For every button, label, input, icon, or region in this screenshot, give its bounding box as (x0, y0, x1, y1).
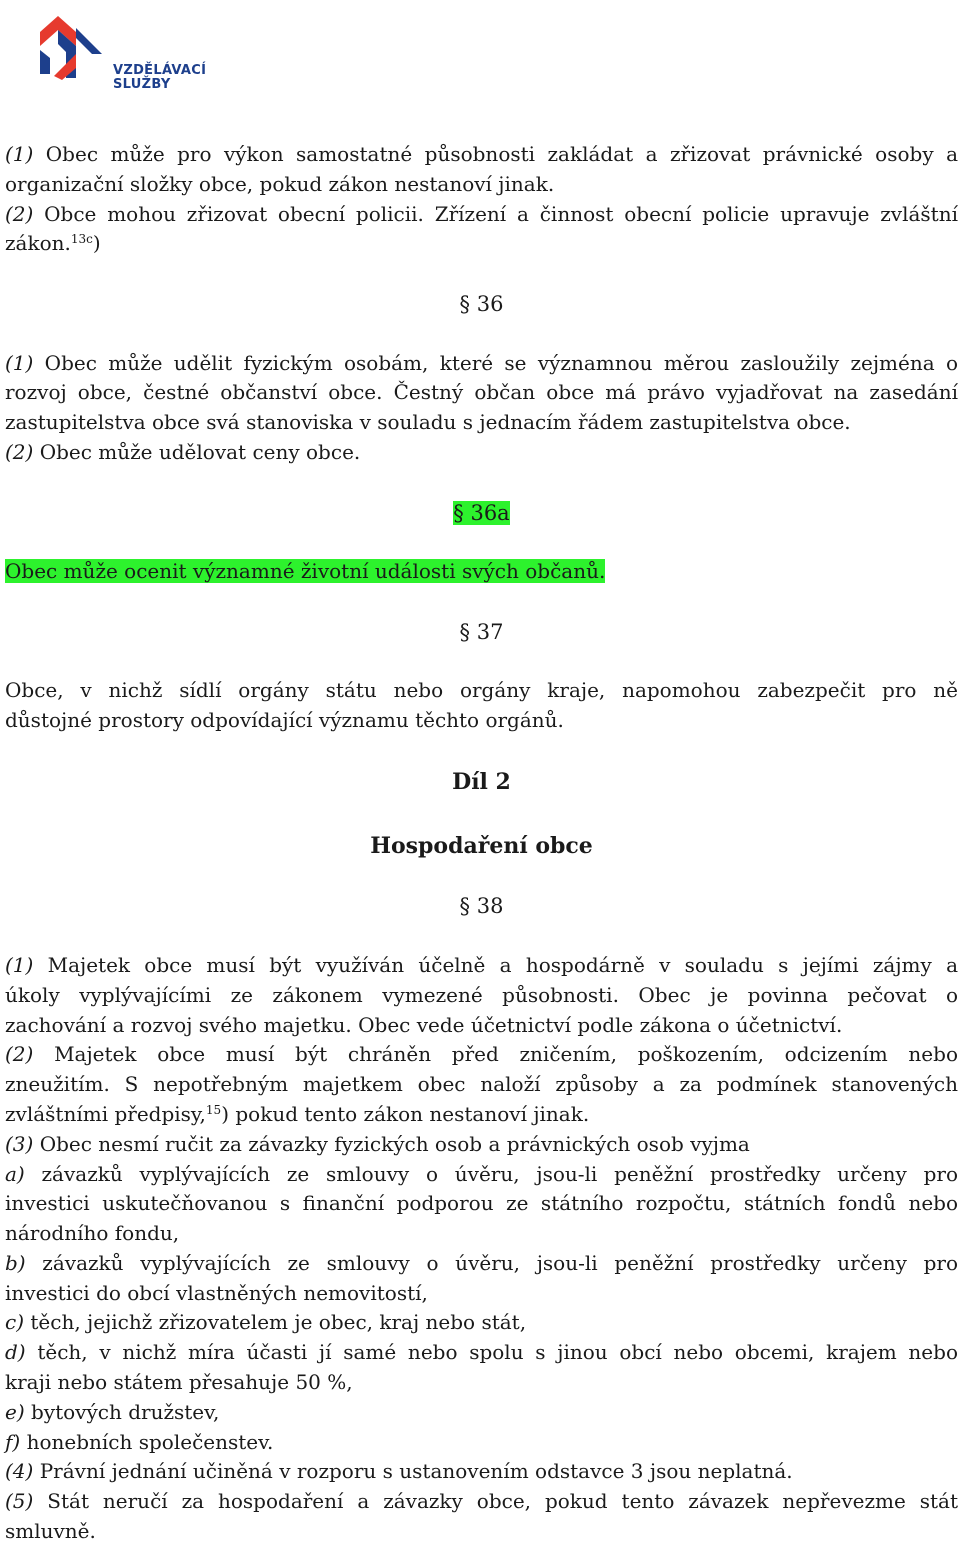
list-item-b: b) závazků vyplývajících ze smlouvy o úvěru, jsou-li peněžní prostředky určeny pro (5, 1250, 958, 1275)
paragraph-line: Obce, v nichž sídlí orgány státu nebo orgány kraje, napomohou zabezpečit pro ně (5, 678, 958, 703)
paragraph-line: zneužitím. S nepotřebným majetkem obec naloží způsoby a za podmínek stanovených (5, 1072, 958, 1097)
paragraph-line: (2) Majetek obce musí být chráněn před zničením, poškozením, odcizením nebo (5, 1042, 958, 1067)
list-item-c: c) těch, jejichž zřizovatelem je obec, kraj nebo stát, (5, 1310, 527, 1335)
paragraph-line: zákon.$^{13c}$) (5, 231, 101, 256)
paragraph-line: národního fondu, (5, 1221, 180, 1246)
part-subtitle: Hospodaření obce (370, 832, 593, 859)
part-title: Díl 2 (452, 768, 511, 795)
section-heading-37: § 37 (459, 619, 504, 644)
paragraph-line: (2) Obce mohou zřizovat obecní policii. Zřízení a činnost obecní policie upravuje zvláštní (5, 201, 958, 226)
paragraph-line: zastupitelstva obce svá stanoviska v souladu s jednacím řádem zastupitelstva obce. (5, 410, 851, 435)
paragraph-line: (4) Právní jednání učiněná v rozporu s ustanovením odstavce 3 jsou neplatná. (5, 1459, 793, 1484)
footnote-ref: 13c (70, 232, 93, 247)
logo-text (113, 64, 206, 92)
footnote-ref: 15 (205, 1102, 222, 1117)
paragraph-line: (2) Obec může udělovat ceny obce. (5, 439, 361, 464)
logo-line1: VZDĚLÁVACÍ (113, 63, 207, 78)
paragraph-line: rozvoj obce, čestné občanství obce. Čestný občan obce má právo vyjadřovat na zasedání (5, 380, 958, 405)
section-heading-38: § 38 (459, 894, 504, 919)
paragraph-line: (1) Obec může udělit fyzickým osobám, které se významnou měrou zasloužily zejména o (5, 350, 958, 375)
paragraph-line: investici uskutečňovanou s finanční podporou ze státního rozpočtu, státních fondů nebo (5, 1191, 958, 1216)
paragraph-line: zvláštními předpisy,$^{15}$) pokud tento zákon nestanoví jinak. (5, 1101, 590, 1126)
list-item-a: a) závazků vyplývajících ze smlouvy o úvěru, jsou-li peněžní prostředky určeny pro (5, 1161, 958, 1186)
paragraph-line: (5) Stát neručí za hospodaření a závazky obce, pokud tento závazek nepřevezme stát (5, 1489, 958, 1514)
logo (36, 14, 207, 92)
list-item-e: e) bytových družstev, (5, 1399, 220, 1424)
paragraph-line: smluvně. (5, 1519, 96, 1544)
paragraph-line: úkoly vyplývajícími ze zákonem vymezené působnosti. Obec je povinna pečovat o (5, 982, 958, 1007)
section-heading-36a: § 36a (453, 500, 510, 525)
paragraph-line: (3) Obec nesmí ručit za závazky fyzických osob a právnických osob vyjma (5, 1131, 750, 1156)
paragraph-line: organizační složky obce, pokud zákon nestanoví jinak. (5, 171, 555, 196)
paragraph-line: (1) Obec může pro výkon samostatné působnosti zakládat a zřizovat právnické osoby a (5, 142, 958, 166)
document-body (5, 140, 958, 1547)
paragraph-line: kraji nebo státem přesahuje 50 %, (5, 1370, 353, 1395)
highlighted-paragraph: Obec může ocenit významné životní události svých občanů. (5, 559, 606, 584)
paragraph-line: zachování a rozvoj svého majetku. Obec vede účetnictví podle zákona o účetnictví. (5, 1012, 843, 1037)
list-item-f: f) honebních společenstev. (5, 1429, 274, 1454)
paragraph-line: důstojné prostory odpovídající významu těchto orgánů. (5, 708, 564, 733)
list-item-d: d) těch, v nichž míra účasti jí samé nebo spolu s jinou obcí nebo obcemi, krajem nebo (5, 1340, 958, 1365)
logo-line2: SLUŽBY (113, 77, 171, 92)
paragraph-line: (1) Majetek obce musí být využíván účelně a hospodárně v souladu s jejími zájmy a (5, 952, 958, 977)
section-heading-36: § 36 (459, 291, 504, 316)
paragraph-line: investici do obcí vlastněných nemovitostí, (5, 1280, 428, 1305)
